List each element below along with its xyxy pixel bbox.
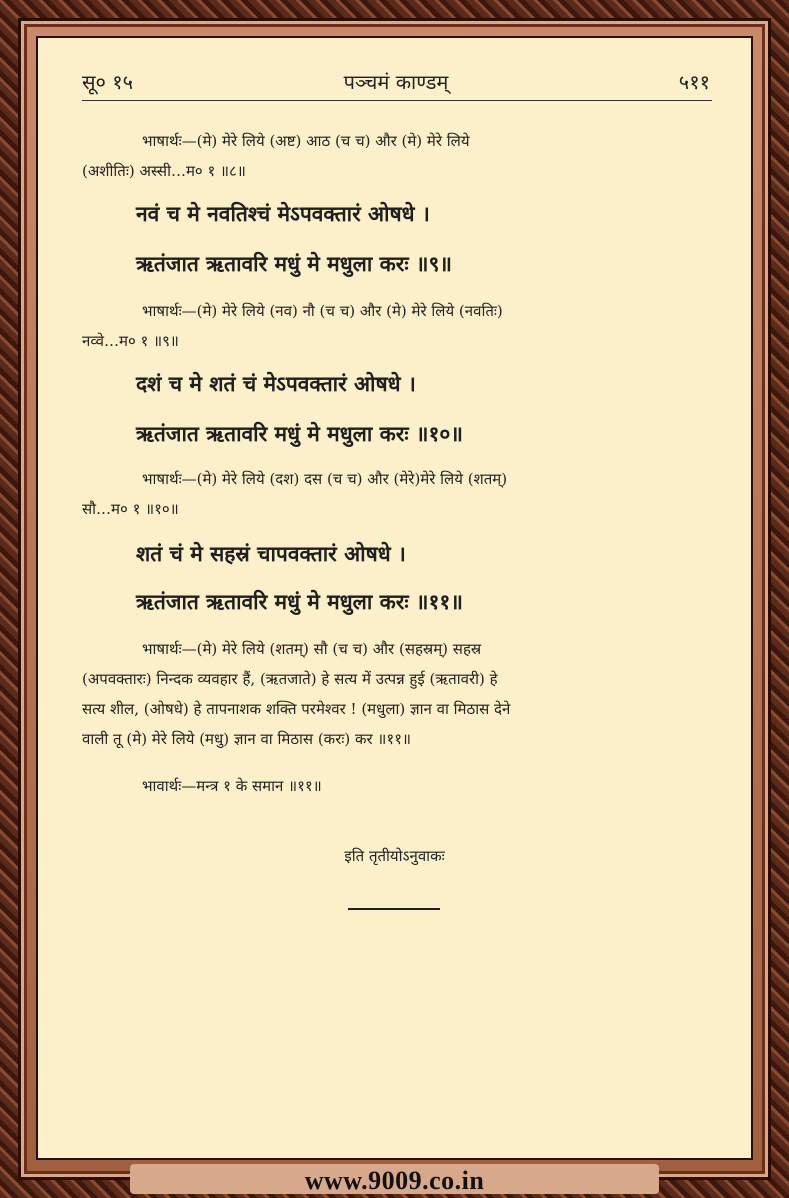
mantra-11-line-1: शतं चं मे सहस्रं चापवक्तारं ओषधे । [136,541,406,566]
page-header [82,66,710,96]
bhavarth: भावार्थः—मन्त्र १ के समान ॥११॥ [142,777,322,795]
translation-line: (अशीतिः) अस्सी…म० १ ॥८॥ [82,162,246,180]
translation-9 [82,296,712,356]
page-number: ५११ [678,70,710,94]
kanda-title: पञ्चमं काण्डम् [343,70,449,94]
translation-line: वाली तू (मे) मेरे लिये (मधु) ज्ञान वा मिठास (करः) कर ॥११॥ [82,730,411,748]
translation-8 [82,126,712,186]
mantra-10-line-1: दशं च मे शतं चं मेऽपवक्तारं ओषधे । [136,371,416,396]
sukta-number: सू० १५ [82,70,134,94]
translation-line: भाषार्थः—(मे) मेरे लिये (शतम्) सौ (च च) और (सहस्रम्) सहस्र [142,640,482,658]
book-page [36,36,753,1160]
translation-line: (अपवक्तारः) निन्दक व्यवहार हैं, (ऋतजाते) हे सत्य में उत्पन्न हुई (ऋतावरी) हे [82,670,498,688]
mantra-9-line-2: ऋतंजात ऋतावरि मधुं मे मधुला करः ॥९॥ [136,251,452,276]
translation-line: सत्य शील, (ओषधे) हे तापनाशक शक्ति परमेश्वर ! (मधुला) ज्ञान वा मिठास देने [82,700,511,718]
mantra-11-line-2: ऋतंजात ऋतावरि मधुं मे मधुला करः ॥११॥ [136,589,463,614]
translation-line: भाषार्थः—(मे) मेरे लिये (अष्ट) आठ (च च) और (मे) मेरे लिये [142,132,470,150]
translation-line: भाषार्थः—(मे) मेरे लिये (दश) दस (च च) और (मेरे)मेरे लिये (शतम्) [142,470,508,488]
translation-10 [82,464,712,524]
translation-line: भाषार्थः—(मे) मेरे लिये (नव) नौ (च च) और (मे) मेरे लिये (नवतिः) [142,302,503,320]
mantra-10-line-2: ऋतंजात ऋतावरि मधुं मे मधुला करः ॥१०॥ [136,421,463,446]
anuvaka-end: इति तृतीयोऽनुवाकः [344,847,445,865]
translation-11 [82,634,712,754]
translation-line: सौ…म० १ ॥१०॥ [82,500,179,518]
end-rule [348,908,440,910]
mantra-9-line-1: नवं च मे नवतिश्चं मेऽपवक्तारं ओषधे । [136,201,430,226]
translation-line: नव्वे…म० १ ॥९॥ [82,332,179,350]
header-rule [82,100,712,101]
website-url[interactable]: www.9009.co.in [304,1166,485,1195]
